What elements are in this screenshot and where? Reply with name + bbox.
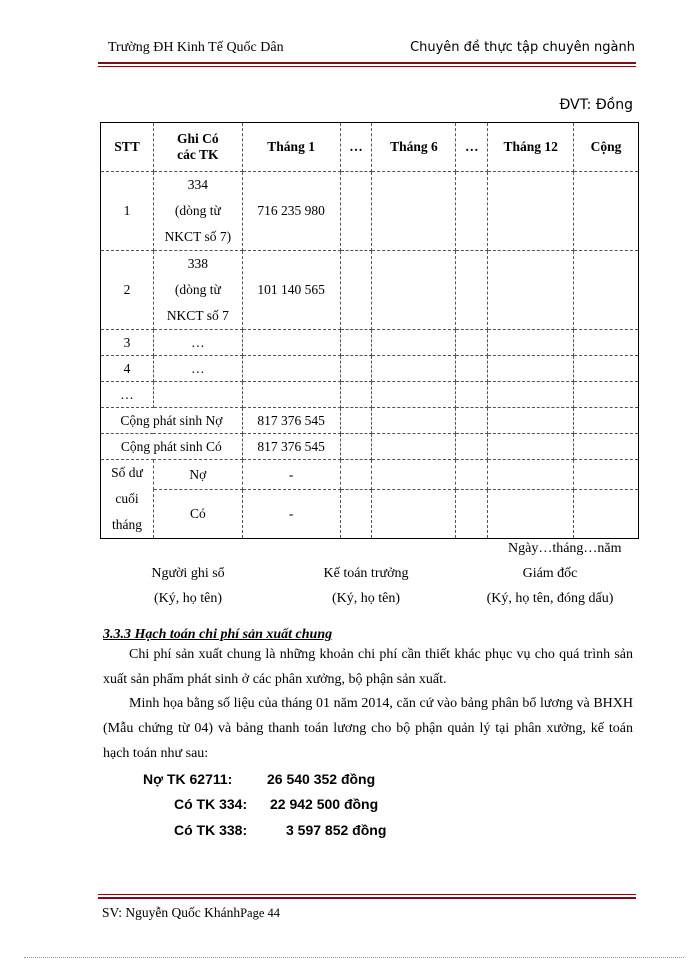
row-thang1-value: 101 140 565 [242,251,340,330]
table-row [101,382,639,408]
col-cong: Cộng [574,123,639,172]
ledger-table [100,122,639,539]
col-stt: STT [101,123,154,172]
total-debit-value: 817 376 545 [242,408,340,434]
paragraph [103,642,633,692]
unit-label: ĐVT: Đồng [559,97,633,113]
paragraph [103,691,633,766]
row-account [153,382,242,408]
total-credit-label: Cộng phát sinh Có [101,434,243,460]
account-line: (dòng từ [174,282,221,297]
col-ghi-co [153,123,242,172]
balance-credit-row [101,490,639,539]
col-thang6: Tháng 6 [372,123,456,172]
col-ghi-co-line1: Ghi Có [177,131,219,146]
table-row [101,330,639,356]
row-account: … [153,356,242,382]
balance-credit-label: Có [153,490,242,539]
journal-entry-debit [143,771,375,787]
row-stt: 2 [101,251,154,330]
account-line: (dòng từ [174,203,221,218]
table-row [101,356,639,382]
total-debit-row [101,408,639,434]
balance-label-line: Số dư [111,465,143,480]
paragraph-text: Chi phí sản xuất chung là những khoản chi phí cần thiết khác phục vụ cho quá trình sản xuất sản phẩm phát sinh ở các phân xưởng, bộ phận sản xuất. [103,647,633,687]
header-school: Trường ĐH Kinh Tế Quốc Dân [108,40,284,55]
account-line: 338 [187,256,208,271]
section-title: 3.3.3 Hạch toán chi phí sản xuất chung [103,627,333,642]
page-footer [102,905,280,921]
entry-label: Có TK 334: [174,796,248,812]
signature-recorder [128,566,248,616]
header-rule-thin [98,66,636,67]
total-credit-value: 817 376 545 [242,434,340,460]
signature-role: Người ghi sổ [151,566,225,581]
col-ghi-co-line2: các TK [177,147,219,162]
account-line: NKCT số 7) [164,229,232,244]
col-ellipsis-1: … [340,123,372,172]
row-stt: 4 [101,356,154,382]
page-break [24,957,684,958]
signature-note: (Ký, họ tên) [331,591,401,606]
row-account: … [153,330,242,356]
total-debit-label: Cộng phát sinh Nợ [101,408,243,434]
paragraph-text: Minh họa bằng số liệu của tháng 01 năm 2014, căn cứ vào bảng phân bổ lương và BHXH (Mẫu chứng từ 04) và bảng thanh toán lương cho bộ phận quản lý tại phân xưởng, kế toán hạch toán như sau: [103,696,633,761]
entry-value: 3 597 852 đồng [286,822,387,838]
col-thang1: Tháng 1 [242,123,340,172]
page-header [108,38,635,60]
footer-rule [98,897,636,899]
signature-chief-accountant [306,566,426,616]
row-account [153,251,242,330]
balance-label [101,460,154,539]
account-line: NKCT số 7 [166,308,229,323]
row-thang1-value: 716 235 980 [242,172,340,251]
table-row [101,172,639,251]
col-ellipsis-2: … [456,123,488,172]
row-stt: 3 [101,330,154,356]
col-thang12: Tháng 12 [488,123,574,172]
signature-director [470,566,630,616]
table-header-row [101,123,639,172]
balance-label-line: cuối [115,491,139,506]
balance-debit-value: - [242,460,340,490]
signature-role: Giám đốc [522,566,578,581]
row-stt: 1 [101,172,154,251]
entry-value: 26 540 352 đồng [267,771,376,787]
header-title: Chuyên đề thực tập chuyên ngành [410,40,635,55]
table-row [101,251,639,330]
journal-entry-credit [174,796,378,812]
date-line: Ngày…tháng…năm [508,541,622,556]
account-line: 334 [187,177,208,192]
signature-note: (Ký, họ tên) [153,591,223,606]
signature-role: Kế toán trưởng [323,566,409,581]
row-account [153,172,242,251]
balance-label-line: tháng [111,517,142,532]
balance-debit-label: Nợ [153,460,242,490]
page-number: Page 44 [240,906,281,920]
row-stt: … [101,382,154,408]
footer-rule-thin [98,894,636,895]
header-rule [98,62,636,64]
entry-value: 22 942 500 đồng [270,796,379,812]
signature-note: (Ký, họ tên, đóng dấu) [486,591,614,606]
journal-entry-credit [174,822,386,838]
entry-label: Có TK 338: [174,822,248,838]
entry-label: Nợ TK 62711: [143,771,233,787]
balance-debit-row [101,460,639,490]
total-credit-row [101,434,639,460]
balance-credit-value: - [242,490,340,539]
footer-student: SV: Nguyễn Quốc Khánh [102,905,241,920]
